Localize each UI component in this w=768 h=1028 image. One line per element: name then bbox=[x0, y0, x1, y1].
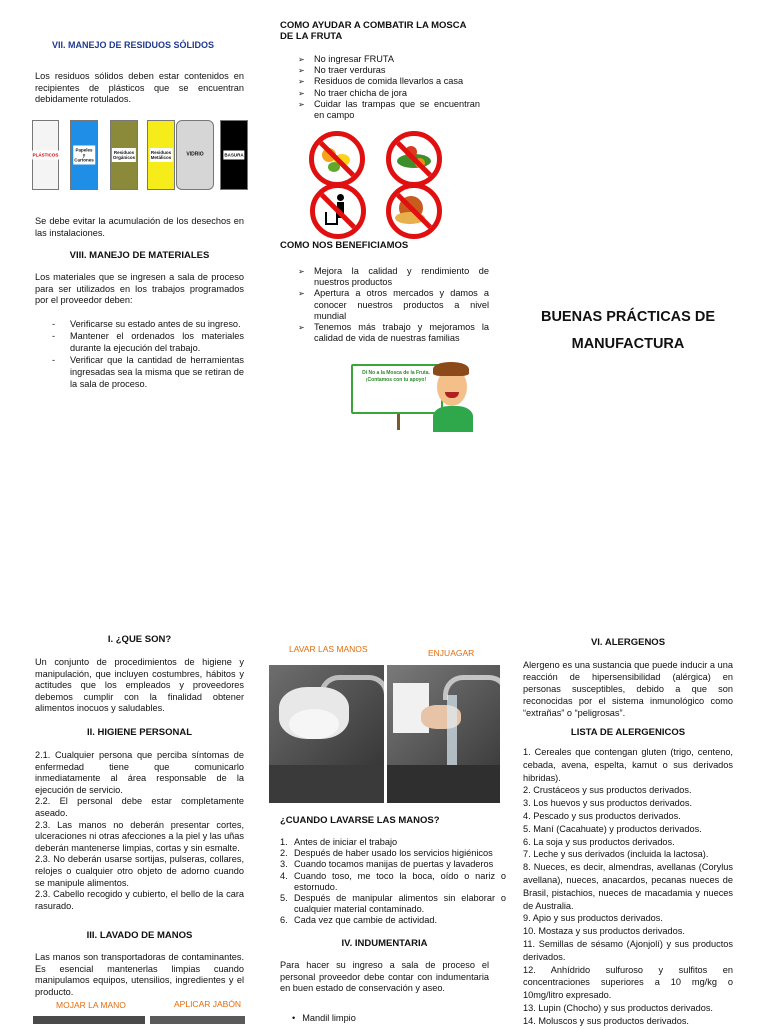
list-item: 3. Cuando tocamos manijas de puertas y lavaderos bbox=[280, 859, 494, 870]
section-2-title: II. HIGIENE PERSONAL bbox=[86, 727, 193, 738]
section-8-list bbox=[35, 318, 244, 390]
list-item-text: Cuando tocamos manijas de puertas y lavaderos bbox=[294, 859, 494, 870]
section-4-title: IV. INDUMENTARIA bbox=[341, 938, 428, 949]
list-item-text: Antes de iniciar el trabajo bbox=[294, 837, 398, 847]
wash-hands-label: LAVAR LAS MANOS bbox=[289, 644, 368, 654]
section-4-paragraph: Para hacer su ingreso a sala de proceso el personal proveedor debe contar con indumentaria en buen estado de conservación y aseo. bbox=[280, 960, 489, 994]
section-7-paragraph: Los residuos sólidos deben estar contenidos en recipientes de plásticos que se encuentran debidamente rotulados. bbox=[35, 71, 244, 105]
list-item: ➢ No traer verduras bbox=[280, 65, 480, 76]
list-item: 1. Antes de iniciar el trabajo bbox=[280, 837, 398, 847]
cover-title-line-1: BUENAS PRÁCTICAS DE bbox=[540, 309, 715, 325]
paragraph: 2.3. No deberán usarse sortijas, pulseras, collares, relojes o cualquier otro objeto de adorno cuando se manipule alimentos. bbox=[35, 854, 244, 888]
fruit-fly-title: COMO AYUDAR A COMBATIR LA MOSCA DE LA FRUTA bbox=[280, 20, 467, 42]
list-item: - Verificarse su estado antes de su ingreso. bbox=[35, 318, 244, 330]
paragraph: 2.3. Cabello recogido y cubierto, el bello de la cara rasurado. bbox=[35, 889, 244, 911]
list-item: 2. Después de haber usado los servicios higiénicos bbox=[280, 848, 493, 859]
list-item: ➢ Cuidar las trampas que se encuentran en campo bbox=[280, 99, 480, 121]
paragraph: 2.2. El personal debe estar completamente aseado. bbox=[35, 796, 244, 818]
bin-label: PLÁSTICOS bbox=[32, 152, 59, 158]
recycling-bins-image bbox=[30, 118, 250, 190]
list-item-text: Mandil limpio bbox=[302, 1013, 356, 1023]
apply-soap-photo bbox=[150, 1016, 245, 1024]
apply-soap-label: APLICAR JABÓN bbox=[174, 999, 242, 1009]
section-8-paragraph: Los materiales que se ingresen a sala de proceso para ser utilizados en los trabajos programados por el proveedor deben: bbox=[35, 272, 244, 306]
list-item: - Verificar que la cantidad de herramientas ingresadas sea la misma que se retiran de la sala de proceso. bbox=[35, 354, 244, 390]
no-littering-icon bbox=[310, 183, 366, 239]
cover-title bbox=[514, 304, 742, 358]
list-item: 5. Después de manipular alimentos sin elaborar o cualquier material contaminado. bbox=[280, 893, 506, 915]
cover-title-line-2: MANUFACTURA bbox=[571, 336, 685, 352]
list-item: 6. Cada vez que cambie de actividad. bbox=[280, 915, 438, 926]
list-item-text: Cuando toso, me toco la boca, oído o nariz o estornudo. bbox=[294, 870, 506, 892]
list-item: ➢ Tenemos más trabajo y mejoramos la calidad de vida de nuestras familias bbox=[280, 322, 489, 344]
list-item: 10. Mostaza y sus productos derivados. bbox=[523, 926, 685, 937]
when-wash-title: ¿CUANDO LAVARSE LAS MANOS? bbox=[280, 815, 440, 826]
list-item: 5. Maní (Cacahuate) y productos derivados. bbox=[523, 823, 702, 834]
list-item: 14. Moluscos y sus productos derivados. bbox=[523, 1015, 689, 1026]
wet-hands-label: MOJAR LA MANO bbox=[56, 1000, 126, 1010]
wash-hands-photo bbox=[269, 665, 384, 803]
list-item: ➢ No traer chicha de jora bbox=[280, 88, 480, 99]
section-8-title: VIII. MANEJO DE MATERIALES bbox=[69, 250, 210, 261]
section-6-title: VI. ALERGENOS bbox=[590, 637, 666, 648]
bin-label: Residuos Metálicos bbox=[150, 150, 172, 160]
allergen-list bbox=[523, 746, 733, 1028]
list-item: 11. Semillas de sésamo (Ajonjolí) y sus productos derivados. bbox=[523, 938, 733, 962]
paragraph: 2.1. Cualquier persona que perciba síntomas de enfermedad tiene que comunicarlo inmediatamente al área responsable de la ejecución de servicio. bbox=[35, 750, 244, 795]
paragraph: 2.3. Las manos no deberán presentar cortes, ulceraciones ni otras afecciones a la piel y las uñas deberán mantenerse limpias, cortas y sin esmalte. bbox=[35, 819, 244, 853]
allergen-list-title: LISTA DE ALERGENICOS bbox=[570, 727, 686, 738]
list-item-text: Cada vez que cambie de actividad. bbox=[294, 915, 438, 926]
section-6-paragraph: Alergeno es una sustancia que puede inducir a una reacción de hipersensibilidad (alérgica) en personas susceptibles, debido a que son reconocidas por el sistema inmunológico como “extrañas” o “peligrosas”. bbox=[523, 660, 733, 719]
no-fruit-icon bbox=[309, 131, 365, 187]
section-4-item: • Mandil limpio bbox=[292, 1013, 356, 1023]
list-item: 6. La soja y sus productos derivados. bbox=[523, 836, 675, 847]
list-item: ➢ No ingresar FRUTA bbox=[280, 54, 480, 65]
section-3-title: III. LAVADO DE MANOS bbox=[86, 930, 193, 941]
rinse-photo bbox=[387, 665, 500, 803]
section-7-paragraph-2: Se debe evitar la acumulación de los desechos en las instalaciones. bbox=[35, 216, 244, 238]
section-3-paragraph: Las manos son transportadoras de contaminantes. Es esencial mantenerlas limpias cuando manipulamos equipos, utensilios, ingredientes y el producto. bbox=[35, 952, 244, 997]
no-food-waste-icon bbox=[386, 183, 442, 239]
rinse-label: ENJUAGAR bbox=[428, 648, 475, 658]
fruit-fly-list bbox=[280, 54, 480, 121]
list-item-text: Después de haber usado los servicios higiénicos bbox=[294, 848, 493, 859]
list-item: ➢ Residuos de comida llevarlos a casa bbox=[280, 76, 480, 87]
list-item: 3. Los huevos y sus productos derivados. bbox=[523, 798, 693, 809]
list-item: - Mantener el ordenados los materiales durante la ejecución del trabajo. bbox=[35, 330, 244, 354]
list-item-text: Después de manipular alimentos sin elaborar o cualquier material contaminado. bbox=[294, 893, 506, 915]
bin-organic bbox=[110, 120, 138, 190]
list-item: 12. Anhídrido sulfuroso y sulfitos en concentraciones superiores a 10 mg/kg o 10mg/litro expresado. bbox=[523, 964, 733, 1001]
benefits-list bbox=[280, 266, 489, 344]
no-vegetables-icon bbox=[386, 131, 442, 187]
list-item: 13. Lupin (Chocho) y sus productos derivados. bbox=[523, 1002, 713, 1013]
section-2-body bbox=[35, 750, 244, 912]
bin-metal bbox=[147, 120, 175, 190]
list-item: 9. Apio y sus productos derivados. bbox=[523, 913, 663, 924]
benefits-title: COMO NOS BENEFICIAMOS bbox=[280, 240, 409, 251]
list-item: ➢ Mejora la calidad y rendimiento de nuestros productos bbox=[280, 266, 489, 288]
bin-trash bbox=[220, 120, 248, 190]
when-wash-list bbox=[280, 837, 506, 927]
list-item: 8. Nueces, es decir, almendras, avellanas (Corylus avellana), nueces, anacardos, pecanas nueces de Brasil, pistachios, nueces de macadamia y nueces de Australia. bbox=[523, 862, 733, 911]
list-item: 1. Cereales que contengan gluten (trigo, centeno, cebada, avena, espelta, kamut o sus derivados hibridas). bbox=[523, 747, 733, 783]
list-item: 7. Leche y sus derivados (incluida la lactosa). bbox=[523, 849, 709, 860]
bin-plastics bbox=[32, 120, 59, 190]
mascot-illustration bbox=[345, 358, 475, 432]
list-item: 4. Pescado y sus productos derivados. bbox=[523, 810, 681, 821]
section-1-paragraph: Un conjunto de procedimientos de higiene y manipulación, que incluyen costumbres, hábitos y actitudes que los empleados y proveedores debemos cumplir con la finalidad obtener alimentos inocuos y saludables. bbox=[35, 657, 244, 714]
list-item: 2. Crustáceos y sus productos derivados. bbox=[523, 785, 692, 796]
list-item: ➢ Apertura a otros mercados y damos a conocer nuestros productos a nivel mundial bbox=[280, 288, 489, 322]
bin-label: VIDRIO bbox=[186, 151, 204, 158]
bin-paper bbox=[70, 120, 98, 190]
bin-label: Papeles y Cartones bbox=[74, 147, 94, 163]
bin-label: BASURA bbox=[224, 152, 244, 158]
section-7-title: VII. MANEJO DE RESIDUOS SÓLIDOS bbox=[52, 40, 215, 50]
list-item: 4. Cuando toso, me toco la boca, oído o nariz o estornudo. bbox=[280, 870, 506, 892]
wet-hands-photo bbox=[33, 1016, 145, 1024]
section-1-title: I. ¿QUE SON? bbox=[107, 634, 172, 645]
bin-label: Residuos Orgánicos bbox=[112, 150, 136, 160]
bin-glass bbox=[176, 120, 214, 190]
sign-text: Di No a la Mosca de la Fruta. ¡Contamos con tu apoyo! bbox=[362, 370, 430, 383]
